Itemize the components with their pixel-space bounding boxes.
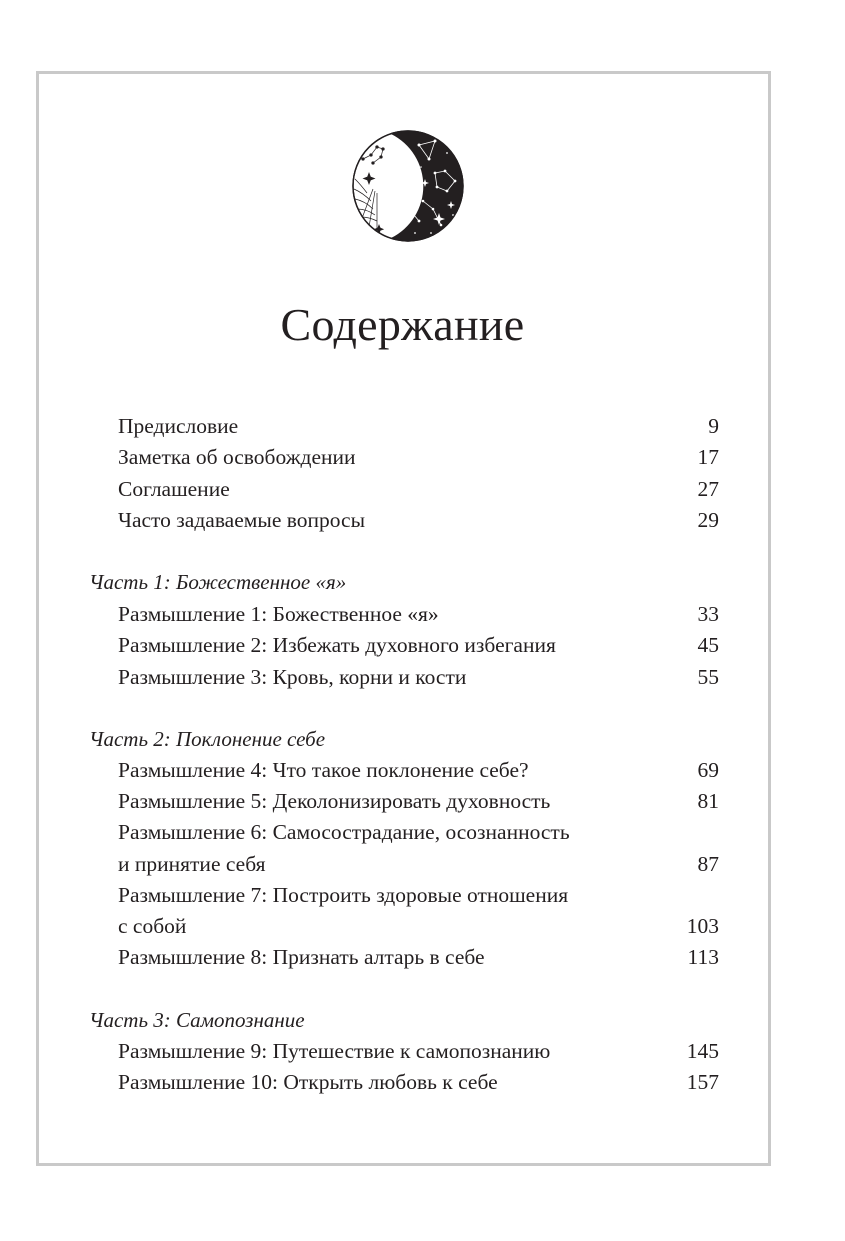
toc-entry-title: Заметка об освобождении [118,445,356,469]
toc-entry-title-line2: с собой [118,914,187,938]
toc-entry-reflection-3[interactable] [0,662,845,693]
toc-entry-page: 33 [697,602,719,626]
toc-entry-page: 145 [686,1039,719,1063]
toc-entry-reflection-8[interactable] [0,942,845,973]
part-heading-3[interactable]: Часть 3: Самопознание [89,1008,305,1032]
part-heading-2[interactable]: Часть 2: Поклонение себе [89,727,326,751]
toc-entry-page: 87 [697,852,719,876]
toc-entry-reflection-7[interactable] [0,880,845,911]
toc-entry-title: Размышление 9: Путешествие к самопознанию [118,1039,551,1063]
toc-entry-title: Размышление 8: Признать алтарь в себе [118,945,485,969]
toc-entry-title: Часто задаваемые вопросы [118,508,366,532]
toc-entry-title: Размышление 1: Божественное «я» [118,602,439,626]
toc-entry-page: 113 [687,945,719,969]
toc-entry-page: 29 [697,508,719,532]
toc-entry-title: Размышление 4: Что такое поклонение себе? [118,758,529,782]
toc-entry-title: Размышление 2: Избежать духовного избегания [118,633,556,657]
toc-entry-faq[interactable] [0,505,845,536]
page-title: Содержание [280,299,525,350]
toc-entry-page: 69 [697,758,719,782]
toc-entry-title-line1: Размышление 6: Самосострадание, осознанность [118,820,570,844]
toc-entry-title: Размышление 3: Кровь, корни и кости [118,665,467,689]
toc-entry-page: 157 [686,1070,719,1094]
toc-entry-reflection-6-cont[interactable] [0,849,845,880]
toc-entry-title-line2: и принятие себя [118,852,266,876]
toc-entry-title: Предисловие [118,414,239,438]
toc-entry-page: 9 [708,414,719,438]
toc-entry-page: 17 [697,445,719,469]
toc-entry-page: 103 [686,914,719,938]
toc-entry-title: Размышление 10: Открыть любовь к себе [118,1070,498,1094]
toc-entry-agreement[interactable] [0,474,845,505]
toc-entry-page: 27 [697,477,719,501]
toc-entry-reflection-5[interactable] [0,786,845,817]
toc-entry-page: 55 [697,665,719,689]
toc-entry-reflection-7-cont[interactable] [0,911,845,942]
toc-entry-liberation-note[interactable] [0,442,845,473]
toc-entry-reflection-4[interactable] [0,755,845,786]
toc-entry-page: 45 [697,633,719,657]
toc-entry-reflection-6[interactable] [0,817,845,848]
toc-entry-title: Размышление 5: Деколонизировать духовность [118,789,551,813]
toc-entry-page: 81 [697,789,719,813]
part-heading-1[interactable]: Часть 1: Божественное «я» [89,570,347,594]
toc-entry-reflection-9[interactable] [0,1036,845,1067]
toc-entry-foreword[interactable] [0,411,845,442]
toc-entry-reflection-1[interactable] [0,599,845,630]
toc-entry-reflection-2[interactable] [0,630,845,661]
toc-entry-title-line1: Размышление 7: Построить здоровые отношения [118,883,569,907]
moon-constellation-icon [351,129,465,243]
toc-entry-reflection-10[interactable] [0,1067,845,1098]
toc-entry-title: Соглашение [118,477,230,501]
